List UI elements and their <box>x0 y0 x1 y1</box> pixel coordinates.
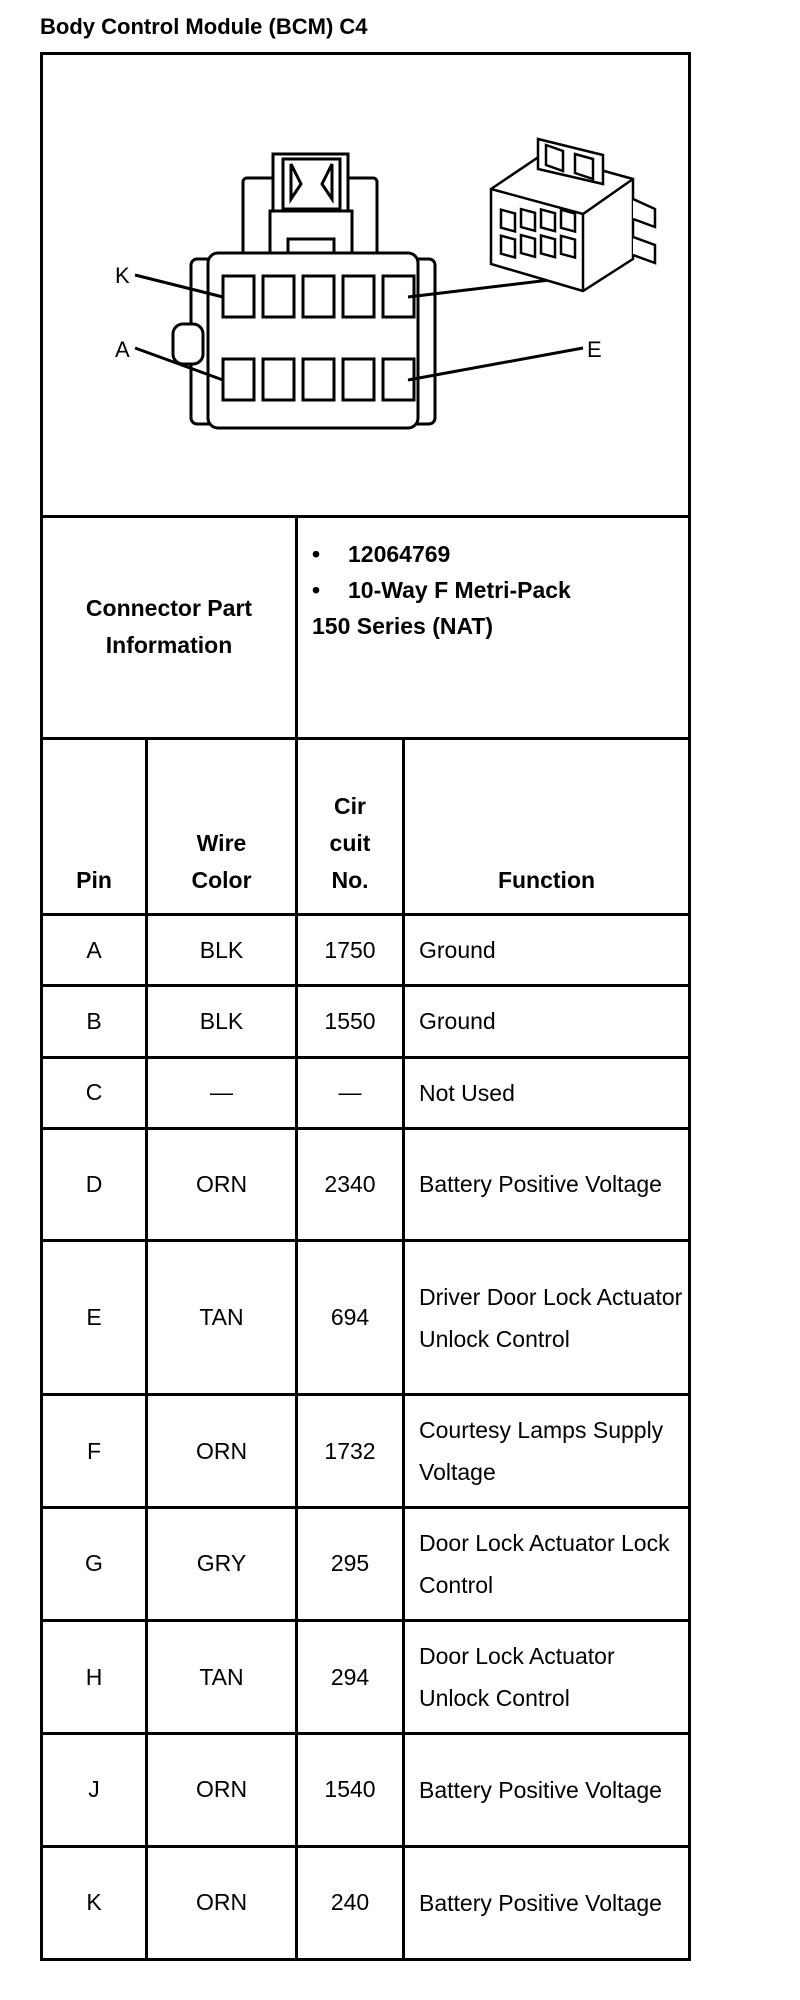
cell-circuit: 694 <box>297 1241 404 1395</box>
connector-iso-view <box>491 139 655 291</box>
cell-circuit: — <box>297 1057 404 1128</box>
cell-pin: E <box>42 1241 147 1395</box>
cell-pin: H <box>42 1621 147 1734</box>
table-row <box>42 1395 690 1507</box>
cell-pin: B <box>42 986 147 1057</box>
cell-function: Courtesy Lamps Supply Voltage <box>404 1395 690 1507</box>
table-header-row <box>42 738 690 914</box>
connector-diagram-cell <box>42 54 690 517</box>
cell-pin: D <box>42 1128 147 1240</box>
cell-function: Door Lock Actuator Lock Control <box>404 1507 690 1620</box>
cell-function: Battery Positive Voltage <box>404 1128 690 1240</box>
part-description: • 10-Way F Metri-Pack <box>312 572 688 608</box>
part-description-line2: 150 Series (NAT) <box>312 613 494 640</box>
cell-pin: C <box>42 1057 147 1128</box>
cell-wire-color: ORN <box>147 1395 297 1507</box>
connector-part-info-label <box>42 517 297 739</box>
cell-wire-color: ORN <box>147 1734 297 1846</box>
cell-wire-color: GRY <box>147 1507 297 1620</box>
pinout-table <box>40 52 691 1961</box>
table-row <box>42 915 690 986</box>
info-label-line2: Information <box>105 632 233 659</box>
header-wire-color: Wire Color <box>147 738 297 914</box>
cell-function: Battery Positive Voltage <box>404 1846 690 1959</box>
cell-pin: G <box>42 1507 147 1620</box>
table-row <box>42 1507 690 1620</box>
cell-wire-color: TAN <box>147 1621 297 1734</box>
info-label-line1: Connector Part <box>85 595 253 622</box>
cell-circuit: 1732 <box>297 1395 404 1507</box>
cell-wire-color: BLK <box>147 986 297 1057</box>
cell-function: Door Lock Actuator Unlock Control <box>404 1621 690 1734</box>
cell-pin: A <box>42 915 147 986</box>
cell-pin: J <box>42 1734 147 1846</box>
table-row <box>42 986 690 1057</box>
cell-wire-color: ORN <box>147 1846 297 1959</box>
page-title: Body Control Module (BCM) C4 <box>40 14 368 39</box>
connector-diagram <box>43 59 685 512</box>
part-number: • 12064769 <box>312 536 688 572</box>
pin-label-k: K <box>115 262 130 288</box>
cell-circuit: 2340 <box>297 1128 404 1240</box>
cell-circuit: 294 <box>297 1621 404 1734</box>
table-row <box>42 1734 690 1846</box>
cell-circuit: 1550 <box>297 986 404 1057</box>
cell-wire-color: — <box>147 1057 297 1128</box>
cell-pin: F <box>42 1395 147 1507</box>
cell-wire-color: BLK <box>147 915 297 986</box>
cell-function: Not Used <box>404 1057 690 1128</box>
cell-wire-color: ORN <box>147 1128 297 1240</box>
pin-label-e: E <box>587 336 602 362</box>
table-row <box>42 1057 690 1128</box>
table-row <box>42 1128 690 1240</box>
table-row <box>42 1621 690 1734</box>
cell-function: Driver Door Lock Actuator Unlock Control <box>404 1241 690 1395</box>
cell-function: Battery Positive Voltage <box>404 1734 690 1846</box>
header-function: Function <box>404 738 690 914</box>
table-row <box>42 1846 690 1959</box>
header-circuit: Cir cuit No. <box>297 738 404 914</box>
cell-pin: K <box>42 1846 147 1959</box>
cell-wire-color: TAN <box>147 1241 297 1395</box>
connector-part-info-value <box>297 517 690 739</box>
cell-circuit: 1540 <box>297 1734 404 1846</box>
cell-circuit: 1750 <box>297 915 404 986</box>
pin-label-a: A <box>115 336 130 362</box>
cell-circuit: 295 <box>297 1507 404 1620</box>
table-row <box>42 1241 690 1395</box>
cell-function: Ground <box>404 915 690 986</box>
header-pin: Pin <box>42 738 147 914</box>
cell-function: Ground <box>404 986 690 1057</box>
cell-circuit: 240 <box>297 1846 404 1959</box>
